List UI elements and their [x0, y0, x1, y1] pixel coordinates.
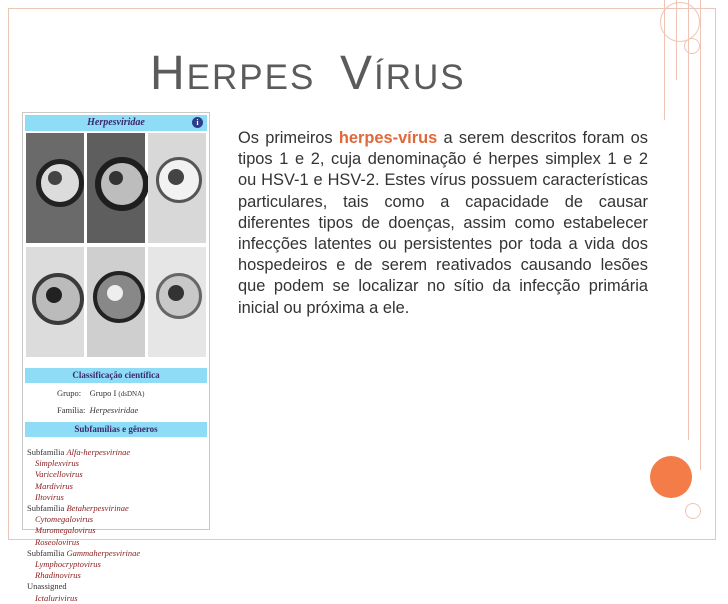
deco-line: [688, 0, 689, 440]
micrograph: [148, 247, 206, 357]
slide-title: HERPES VÍRUS: [150, 47, 466, 100]
genus-item: Muromegalovirus: [35, 525, 96, 536]
deco-circle: [685, 503, 701, 519]
genus-item: Varicellovirus: [35, 469, 83, 480]
deco-circle: [684, 38, 700, 54]
highlight-term: herpes-vírus: [338, 129, 438, 147]
genus-item: Lymphocryptovirus: [35, 559, 101, 570]
subfamilies-header: Subfamílias e gêneros: [25, 422, 207, 437]
micrograph-grid: [26, 133, 206, 359]
body-paragraph: Os primeiros herpes-vírus a serem descritos foram os tipos 1 e 2, cuja denominação é herpes simplex 1 e 2 ou HSV-1 e HSV-2. Estes vírus possuem características particulares, tais como a capacidade de causar diferentes tipos de doenças, assim como estabelecer infecções latentes ou persistentes por toda a vida dos hospedeiros e de serem reativados causando lesões que podem se localizar no sítio da infecção primária inicial ou próxima a ele.: [238, 129, 648, 317]
genus-item: Roseolovirus: [35, 536, 80, 547]
deco-circle: [660, 2, 700, 42]
subfamily-list: [27, 447, 140, 604]
genus-item: Iltovirus: [35, 491, 64, 502]
micrograph: [87, 247, 145, 357]
herpesviridae-infobox: [22, 112, 210, 603]
genus-item: Rhadinovirus: [35, 570, 81, 581]
grupo-row: Grupo: Grupo I (dsDNA): [57, 388, 145, 398]
familia-row: Família: Herpesviridae: [57, 405, 139, 415]
genus-item: Ictalurivirus: [35, 592, 78, 603]
subfamily-item: Subfamília Alfa-herpesvirinae: [27, 447, 131, 457]
genus-item: Cytomegalovirus: [35, 514, 94, 525]
micrograph: [148, 133, 206, 243]
infobox-header: Herpesviridae i: [25, 115, 207, 131]
info-icon: i: [192, 117, 203, 128]
classification-header: Classificação científica: [25, 368, 207, 383]
deco-line: [700, 0, 701, 470]
subfamily-item: Subfamília Betaherpesvirinae: [27, 503, 129, 514]
micrograph: [26, 247, 84, 357]
deco-circle: [650, 456, 692, 498]
subfamily-item: Unassigned: [27, 581, 67, 592]
micrograph: [87, 133, 145, 243]
genus-item: Mardivirus: [35, 480, 73, 491]
micrograph: [26, 133, 84, 243]
subfamily-item: Subfamília Gammaherpesvirinae: [27, 547, 141, 558]
genus-item: Simplexvirus: [35, 458, 79, 469]
